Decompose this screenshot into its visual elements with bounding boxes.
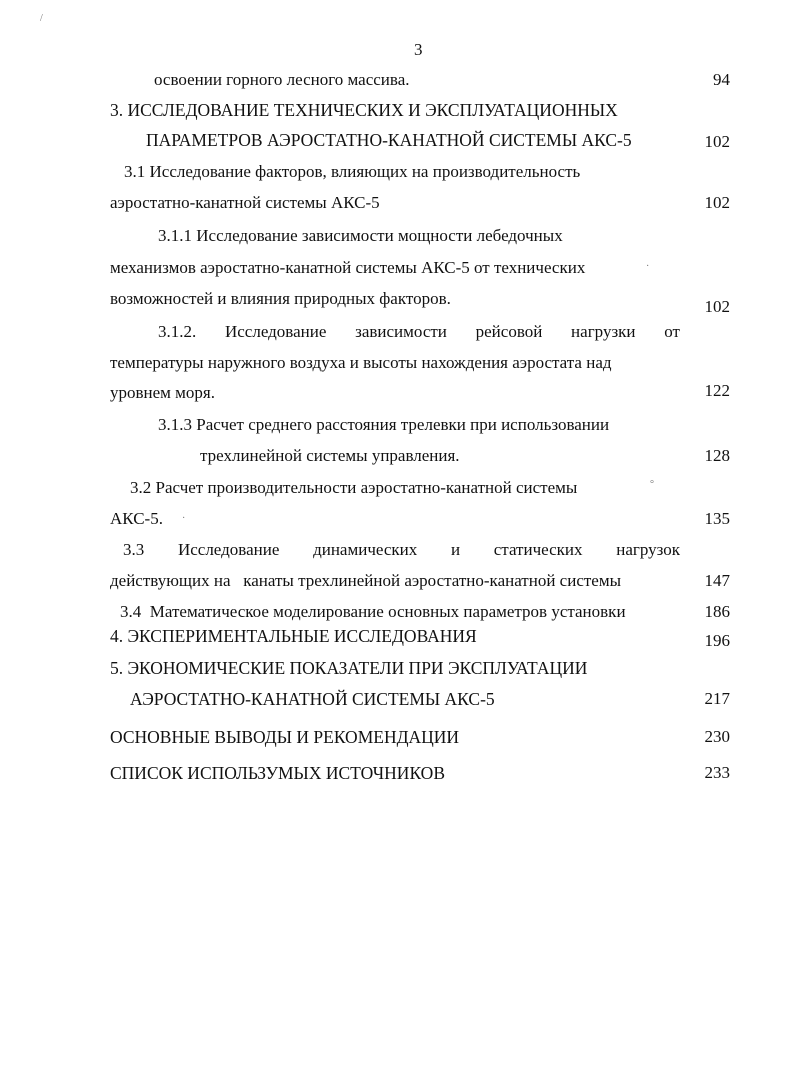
toc-word: динамических bbox=[313, 540, 418, 559]
toc-page-number: 128 bbox=[704, 446, 730, 465]
toc-word: и bbox=[450, 540, 461, 559]
toc-page-number: 233 bbox=[704, 763, 730, 782]
toc-section: аэростатно-канатной системы АКС-5 bbox=[110, 193, 380, 212]
toc-subsection: возможностей и влияния природных факторов. bbox=[110, 289, 451, 308]
toc-chapter-heading: ПАРАМЕТРОВ АЭРОСТАТНО-КАНАТНОЙ СИСТЕМЫ АКС-5 bbox=[146, 130, 632, 150]
toc-page-number: 94 bbox=[713, 70, 730, 89]
toc-subsection: 3.1.1 Исследование зависимости мощности лебедочных bbox=[158, 226, 563, 245]
toc-subsection: механизмов аэростатно-канатной системы АКС-5 от технических bbox=[110, 258, 586, 277]
toc-chapter-heading: ОСНОВНЫЕ ВЫВОДЫ И РЕКОМЕНДАЦИИ bbox=[110, 727, 460, 747]
toc-chapter-heading: 5. ЭКОНОМИЧЕСКИЕ ПОКАЗАТЕЛИ ПРИ ЭКСПЛУАТАЦИИ bbox=[110, 658, 588, 678]
scan-speck: · bbox=[646, 261, 650, 272]
toc-line: освоении горного лесного массива. bbox=[154, 70, 410, 89]
scan-speck: ° bbox=[650, 479, 654, 490]
toc-word: рейсовой bbox=[475, 322, 543, 341]
toc-subsection: уровнем моря. bbox=[110, 383, 216, 402]
toc-word: статических bbox=[493, 540, 583, 559]
scan-speck: / bbox=[40, 13, 43, 24]
toc-page-number: 217 bbox=[704, 689, 730, 708]
toc-section: 3.1 Исследование факторов, влияющих на производительность bbox=[124, 162, 581, 181]
toc-page-number: 122 bbox=[704, 381, 730, 400]
toc-page-number: 196 bbox=[704, 631, 730, 650]
toc-chapter-heading: АЭРОСТАТНО-КАНАТНОЙ СИСТЕМЫ АКС-5 bbox=[130, 689, 495, 709]
toc-section: АКС-5. bbox=[110, 509, 163, 528]
toc-subsection: температуры наружного воздуха и высоты нахождения аэростата над bbox=[110, 353, 612, 372]
toc-section-justified-line bbox=[123, 540, 680, 560]
toc-page-number: 230 bbox=[704, 727, 730, 746]
toc-section: действующих на канаты трехлинейной аэростатно-канатной системы bbox=[110, 571, 622, 590]
toc-word: 3.1.2. bbox=[158, 322, 197, 341]
toc-section: 3.2 Расчет производительности аэростатно-канатной системы bbox=[130, 478, 578, 497]
toc-word: Исследование bbox=[224, 322, 327, 341]
toc-word: нагрузок bbox=[616, 540, 680, 559]
toc-page-number: 186 bbox=[704, 602, 730, 621]
toc-word: Исследование bbox=[177, 540, 280, 559]
toc-subsection: 3.1.3 Расчет среднего расстояния трелевки при использовании bbox=[158, 415, 610, 434]
toc-word: от bbox=[664, 322, 680, 341]
toc-page-number: 102 bbox=[704, 297, 730, 316]
toc-page-number: 102 bbox=[704, 132, 730, 151]
toc-word: нагрузки bbox=[571, 322, 636, 341]
toc-page-number: 135 bbox=[704, 509, 730, 528]
toc-page-number: 147 bbox=[704, 571, 730, 590]
toc-section: 3.4 Математическое моделирование основных параметров установки bbox=[120, 602, 626, 621]
page-number: 3 bbox=[414, 40, 423, 59]
toc-chapter-heading: 4. ЭКСПЕРИМЕНТАЛЬНЫЕ ИССЛЕДОВАНИЯ bbox=[110, 626, 477, 646]
toc-chapter-heading: СПИСОК ИСПОЛЬЗУМЫХ ИСТОЧНИКОВ bbox=[110, 763, 445, 783]
scan-speck: · bbox=[182, 513, 186, 524]
toc-word: 3.3 bbox=[123, 540, 145, 559]
toc-subsection-justified-line bbox=[158, 322, 680, 342]
toc-word: зависимости bbox=[355, 322, 447, 341]
toc-chapter-heading: 3. ИССЛЕДОВАНИЕ ТЕХНИЧЕСКИХ И ЭКСПЛУАТАЦИОННЫХ bbox=[110, 100, 618, 120]
toc-page-number: 102 bbox=[704, 193, 730, 212]
toc-subsection: трехлинейной системы управления. bbox=[200, 446, 460, 465]
